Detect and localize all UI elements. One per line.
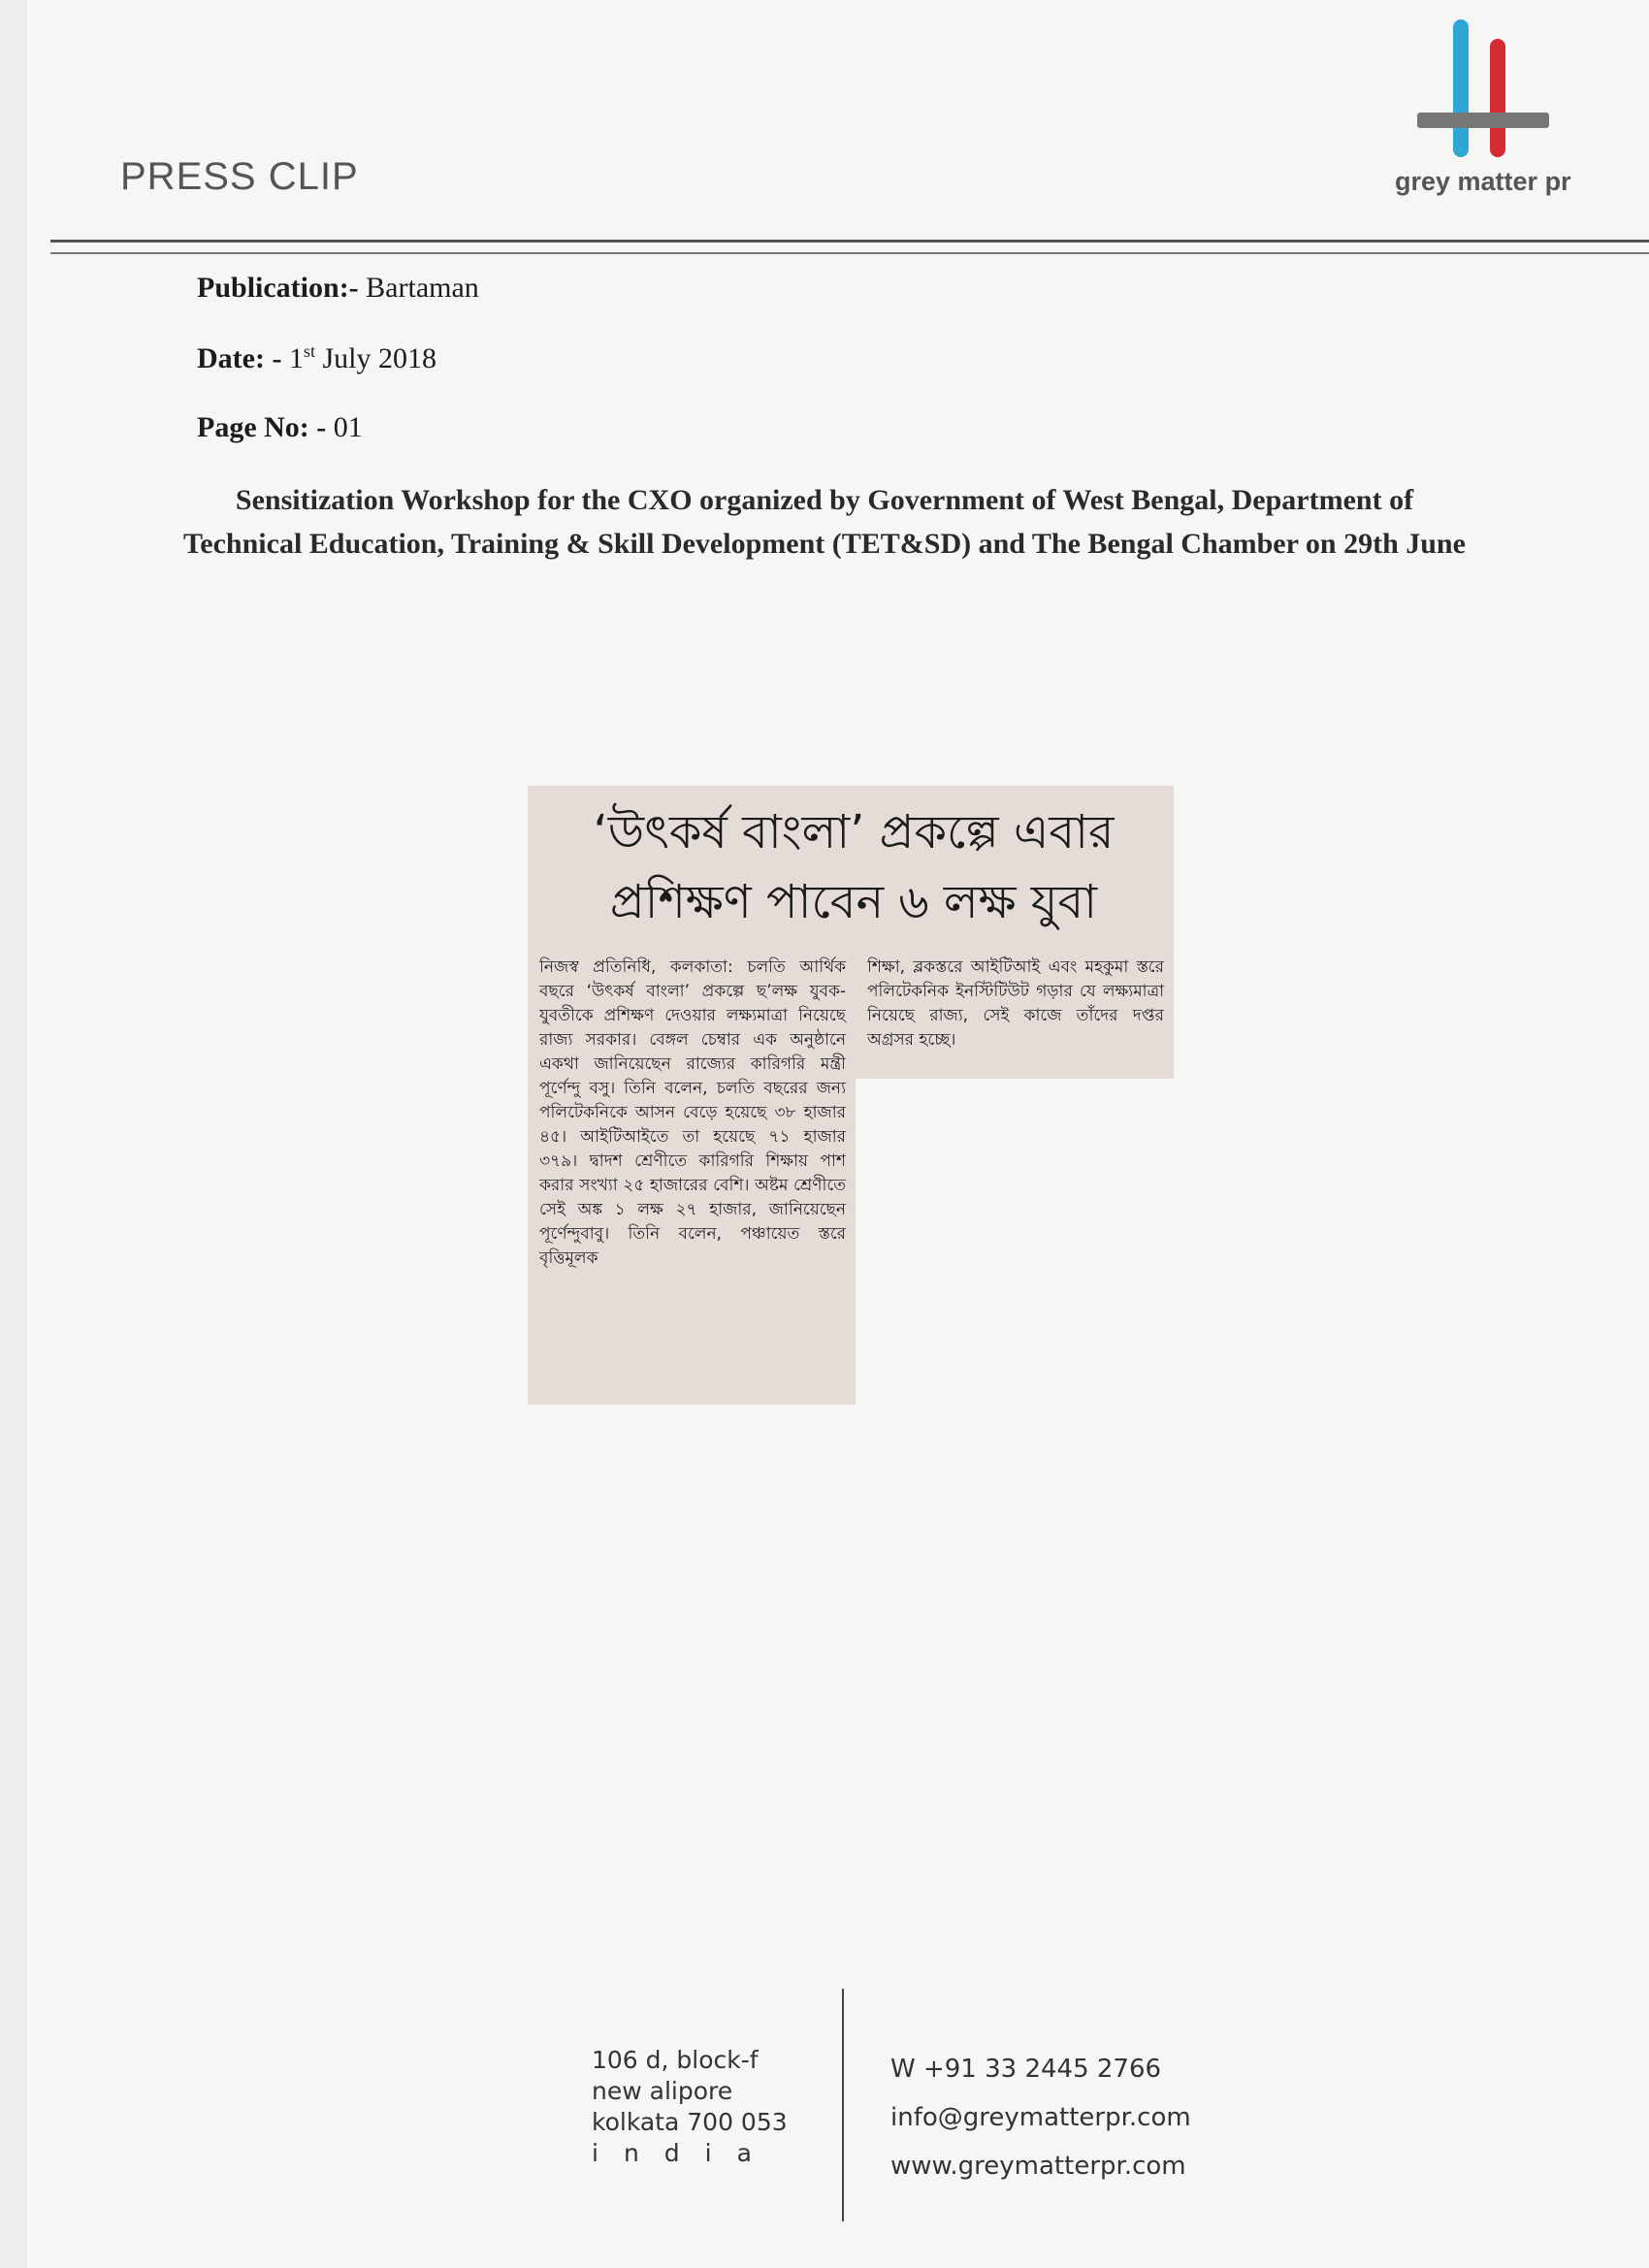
page-number-line — [197, 411, 363, 444]
email-link[interactable]: info@greymatterpr.com — [890, 2103, 1191, 2132]
event-headline: Sensitization Workshop for the CXO organized by Government of West Bengal, Department of Technical Education, Training & Skill Development (TET&SD) and The Bengal Chamber on 29th June — [183, 484, 1466, 560]
header-rule-secondary — [50, 252, 1649, 254]
logo-mark-icon — [1416, 17, 1552, 163]
date-label: Date: - — [197, 342, 282, 374]
date-rest: July 2018 — [322, 342, 436, 374]
page-label: Page No: - — [197, 411, 327, 443]
page-value: 01 — [333, 411, 363, 443]
address-line-2: new alipore — [592, 2077, 733, 2105]
date-line — [197, 341, 436, 375]
grey-matter-logo — [1387, 17, 1581, 202]
footer-divider — [842, 1989, 844, 2221]
clipping-title-line-2: প্রশিক্ষণ পাবেন ৬ লক্ষ যুবা — [609, 875, 1098, 929]
page-edge — [0, 0, 27, 2268]
clipping-title-line-1: ‘উৎকর্ষ বাংলা’ প্রকল্পে এবার — [593, 805, 1115, 859]
logo-text: grey matter pr — [1395, 167, 1571, 196]
clipping-column-2: শিক্ষা, ব্লকস্তরে আইটিআই এবং মহকুমা স্তরে পলিটেকনিক ইনস্টিটিউট গড়ার যে লক্ষ্যমাত্রা নিয়েছে রাজ্য, সেই কাজে তাঁদের দপ্তর অগ্রসর হচ্ছে। — [867, 957, 1164, 1050]
phone-number: W +91 33 2445 2766 — [890, 2055, 1162, 2084]
footer-address — [592, 2045, 788, 2169]
date-day: 1 — [288, 342, 304, 374]
press-clip-label: PRESS CLIP — [120, 155, 359, 198]
header-rule — [50, 240, 1649, 243]
publication-line — [197, 272, 479, 305]
address-line-4: india — [592, 2139, 777, 2167]
address-line-1: 106 d, block-f — [592, 2046, 759, 2074]
publication-value: Bartaman — [366, 272, 479, 304]
clipping-title — [543, 797, 1164, 937]
clipping-column-1: নিজস্ব প্রতিনিধি, কলকাতা: চলতি আর্থিক বছরে ‘উৎকর্ষ বাংলা’ প্রকল্পে ছ’লক্ষ যুবক-যুবতীকে প্রশিক্ষণ দেওয়ার লক্ষ্যমাত্রা নিয়েছে রাজ্য সরকার। বেঙ্গল চেম্বার এক অনুষ্ঠানে একথা জানিয়েছেন রাজ্যের কারিগরি মন্ত্রী পূর্ণেন্দু বসু। তিনি বলেন, চলতি বছরের জন্য পলিটেকনিকে আসন বেড়ে হয়েছে ৩৮ হাজার ৪৫। আইটিআইতে তা হয়েছে ৭১ হাজার ৩৭৯। দ্বাদশ শ্রেণীতে কারিগরি শিক্ষায় পাশ করার সংখ্যা ২৫ হাজারের বেশি। অষ্টম শ্রেণীতে সেই অঙ্ক ১ লক্ষ ২৭ হাজার, জানিয়েছেন পূর্ণেন্দুবাবু। তিনি বলেন, পঞ্চায়েত স্তরে বৃত্তিমূলক — [539, 957, 846, 1268]
address-line-3: kolkata 700 053 — [592, 2108, 788, 2136]
publication-label: Publication:- — [197, 272, 359, 304]
footer-contact — [890, 2045, 1191, 2190]
date-suffix: st — [303, 341, 315, 361]
website-link[interactable]: www.greymatterpr.com — [890, 2152, 1186, 2181]
